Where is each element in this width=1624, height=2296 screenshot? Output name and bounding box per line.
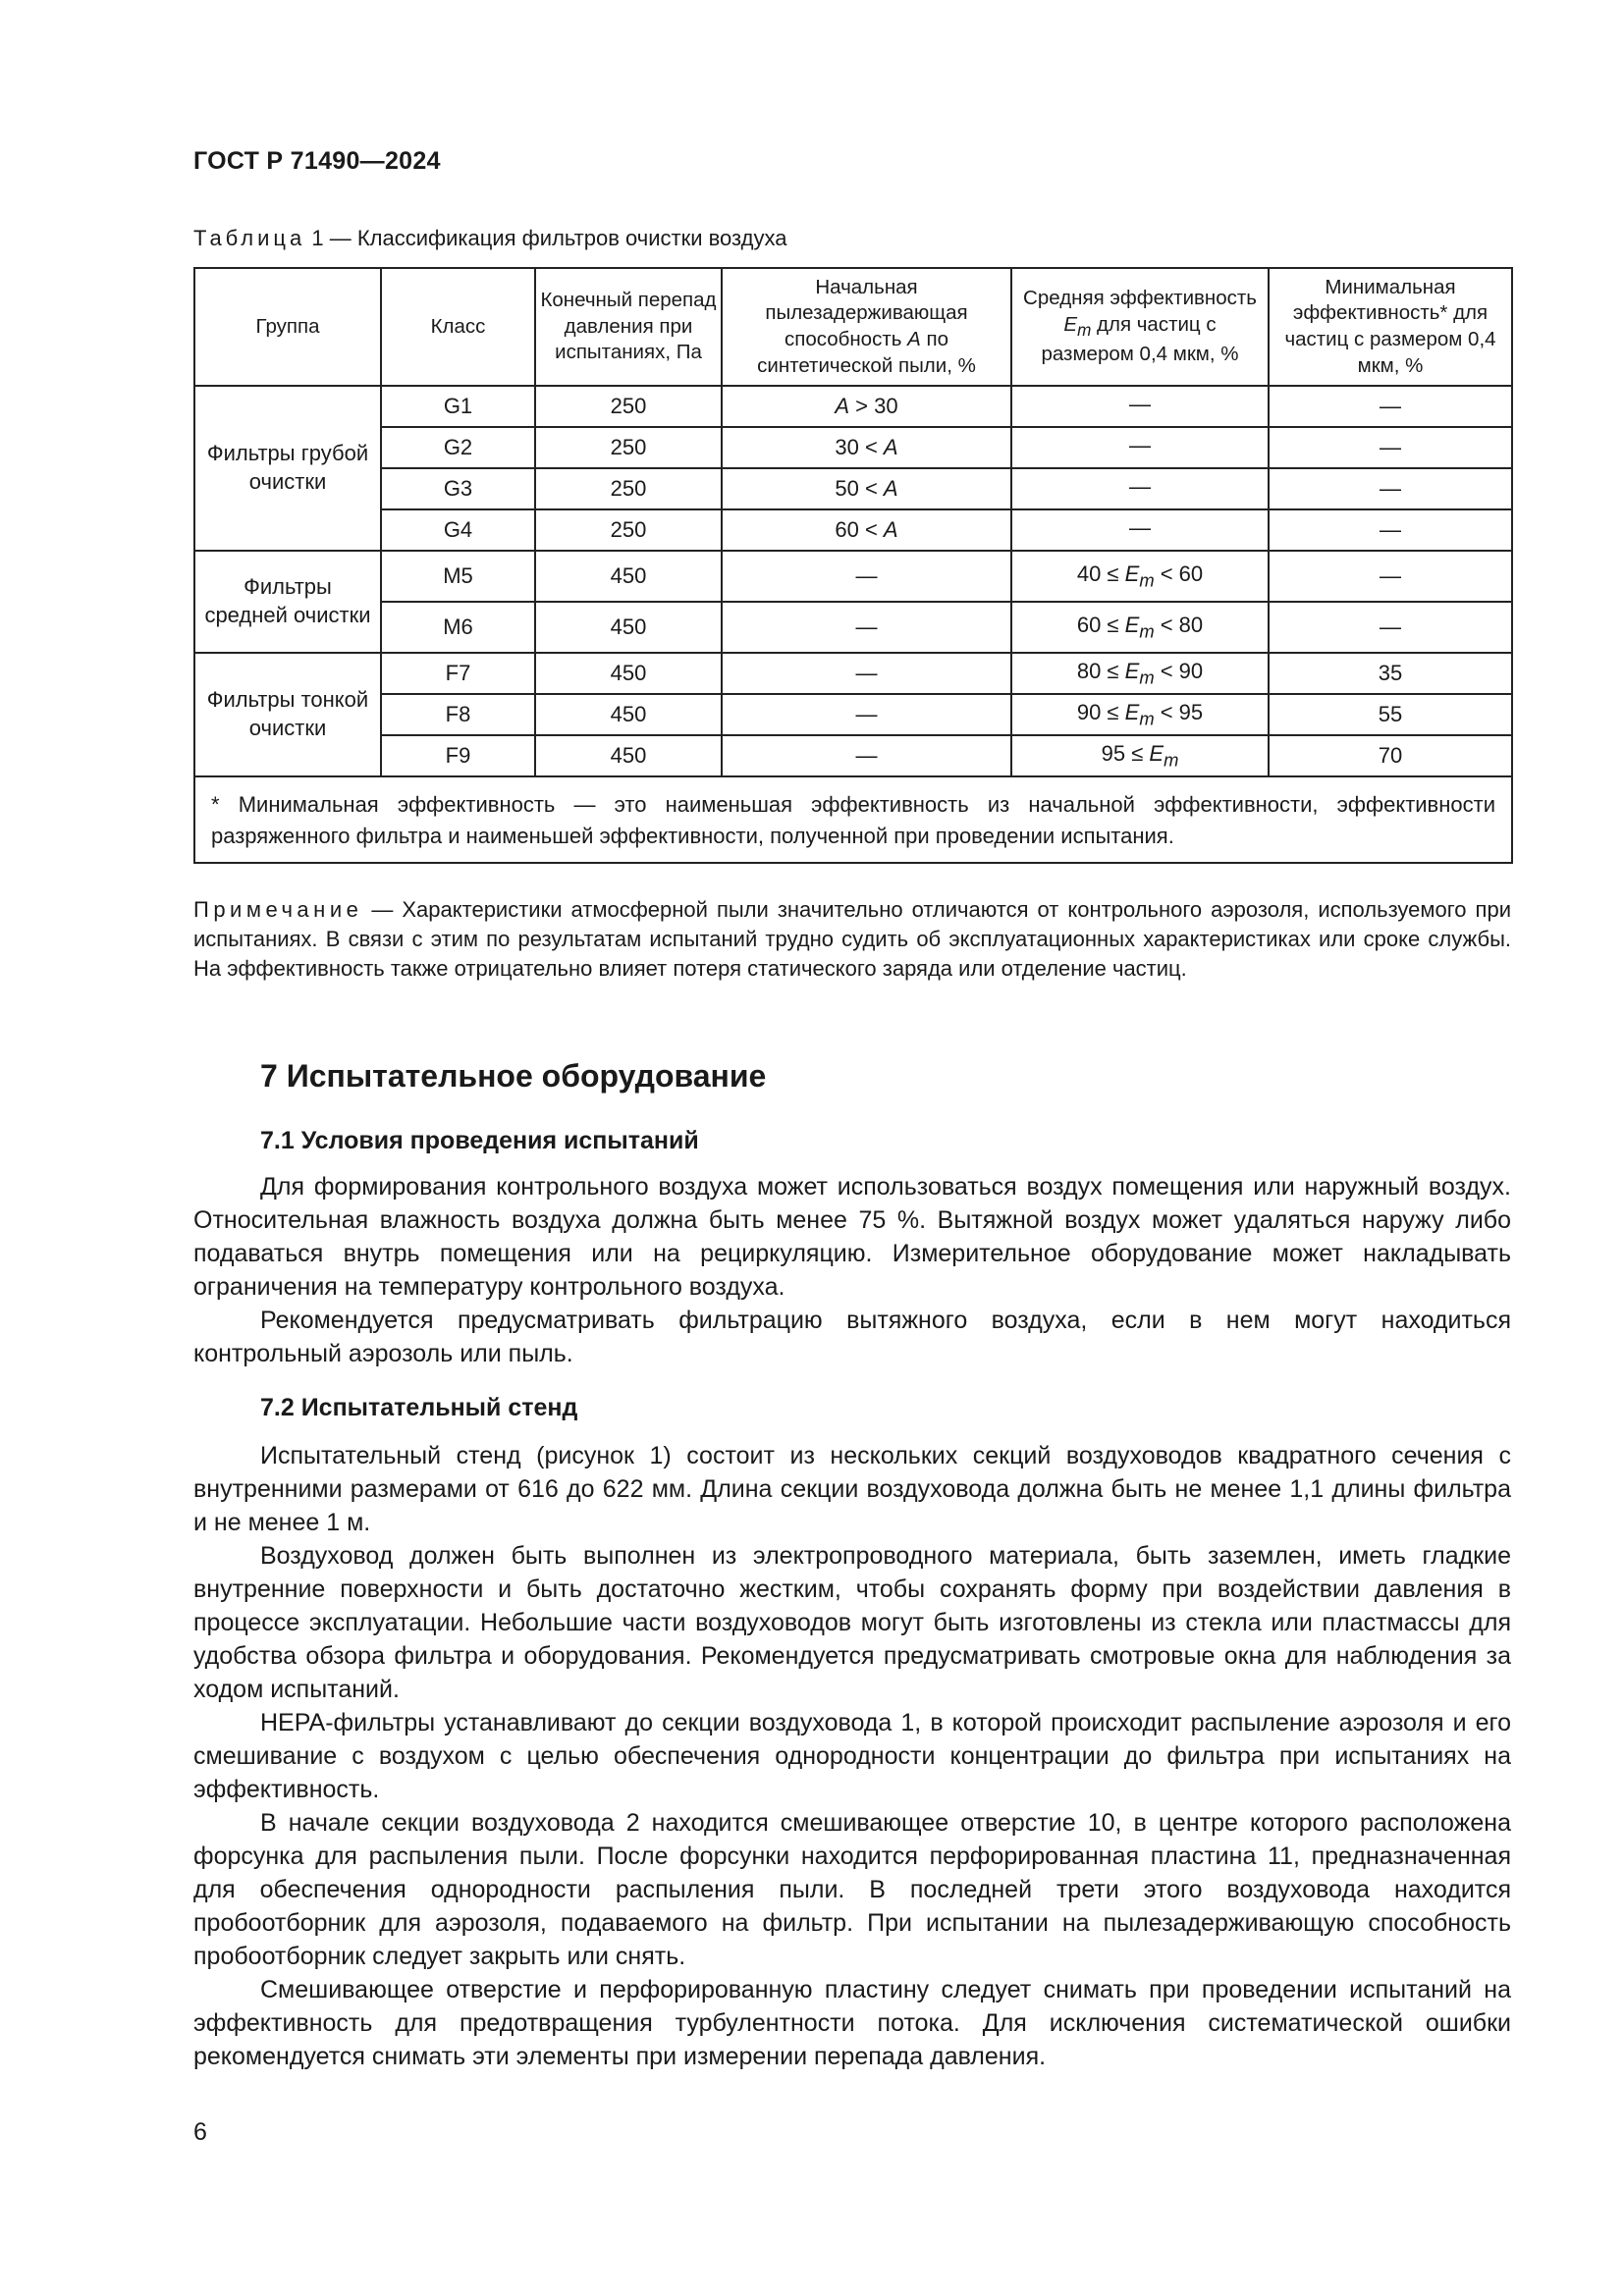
cell-arrestance-pre: 30 < xyxy=(835,434,884,459)
cell-arrestance xyxy=(722,653,1011,694)
cell-arrestance-symbol: A xyxy=(883,516,898,542)
cell-min-efficiency: — xyxy=(1269,468,1512,509)
cell-eff-subscript: m xyxy=(1164,749,1179,771)
filter-classification-table xyxy=(193,267,1513,864)
cell-pressure: 250 xyxy=(535,509,722,551)
paragraph xyxy=(193,1170,1511,1304)
header-eff-symbol: E xyxy=(1063,312,1078,336)
header-arrestance-text-2: по синтетической пыли, % xyxy=(757,328,976,377)
cell-arrestance xyxy=(722,551,1011,602)
cell-eff-pre: — xyxy=(1129,391,1151,416)
cell-pressure: 450 xyxy=(535,694,722,735)
group-medium: Фильтры средней очистки xyxy=(194,551,381,653)
cell-class: F9 xyxy=(381,735,535,776)
table-row xyxy=(194,468,1512,509)
cell-efficiency xyxy=(1011,653,1269,694)
note-label: Примечание xyxy=(193,897,363,922)
cell-efficiency xyxy=(1011,694,1269,735)
header-group: Группа xyxy=(194,268,381,386)
header-pressure: Конечный перепад давления при испытаниях, Па xyxy=(535,268,722,386)
cell-efficiency xyxy=(1011,427,1269,468)
cell-eff-pre: — xyxy=(1129,514,1151,540)
section-7-title: 7 Испытательное оборудование xyxy=(260,1058,767,1094)
paragraph-text: Для формирования контрольного воздуха может использоваться воздух помещения или наружный воздух. Относительная влажность воздуха должна быть менее 75 %. Вытяжной воздух может удаляться наружу либо подаваться внутрь помещения или на рециркуляцию. Измерительное оборудование может накладывать ограничения на температуру контрольного воздуха. xyxy=(193,1173,1511,1301)
cell-efficiency xyxy=(1011,551,1269,602)
cell-arrestance-pre: — xyxy=(855,701,878,726)
cell-eff-symbol: E xyxy=(1149,740,1164,766)
cell-class: F8 xyxy=(381,694,535,735)
header-eff-text-2: для частиц с размером 0,4 мкм, % xyxy=(1041,312,1239,366)
cell-class: M5 xyxy=(381,551,535,602)
cell-arrestance-pre: — xyxy=(855,562,878,588)
cell-arrestance-post: > 30 xyxy=(849,393,898,418)
cell-class: G3 xyxy=(381,468,535,509)
cell-eff-symbol: E xyxy=(1124,658,1140,683)
table-footnote-row xyxy=(194,776,1512,863)
header-average-efficiency xyxy=(1011,268,1269,386)
cell-eff-symbol: E xyxy=(1124,699,1140,724)
table-row xyxy=(194,602,1512,653)
header-arrestance xyxy=(722,268,1011,386)
cell-pressure: 250 xyxy=(535,427,722,468)
cell-eff-pre: — xyxy=(1129,432,1151,457)
table-row xyxy=(194,509,1512,551)
paragraph-text: В начале секции воздуховода 2 находится смешивающее отверстие 10, в центре которого расположена форсунка для распыления пыли. После форсунки находится перфорированная пластина 11, предназначенная для обеспечения однородности распыления пыли. В последней трети этого воздуховода находится пробоотборник для аэрозоля, подаваемого на фильтр. При испытании на пылезадерживающую способность пробоотборник следует закрыть или снять. xyxy=(193,1809,1511,1970)
paragraph xyxy=(193,1706,1511,1806)
cell-eff-pre: 40 ≤ xyxy=(1076,561,1125,586)
cell-class: G2 xyxy=(381,427,535,468)
cell-arrestance xyxy=(722,602,1011,653)
cell-eff-pre: 90 ≤ xyxy=(1076,699,1125,724)
cell-class: G4 xyxy=(381,509,535,551)
cell-min-efficiency: 70 xyxy=(1269,735,1512,776)
cell-pressure: 450 xyxy=(535,551,722,602)
cell-eff-subscript: m xyxy=(1139,569,1155,591)
cell-min-efficiency: — xyxy=(1269,551,1512,602)
table-row xyxy=(194,386,1512,427)
group-coarse: Фильтры грубой очистки xyxy=(194,386,381,551)
header-min-efficiency: Минимальная эффективность* для частиц с размером 0,4 мкм, % xyxy=(1269,268,1512,386)
cell-arrestance-pre: — xyxy=(855,660,878,685)
cell-efficiency xyxy=(1011,735,1269,776)
paragraph-text: HEPA-фильтры устанавливают до секции воздуховода 1, в которой происходит распыление аэрозоля и его смешивание с воздухом с целью обеспечения однородности концентрации до фильтра при испытаниях на эффективность. xyxy=(193,1709,1511,1803)
table-header-row xyxy=(194,268,1512,386)
header-arrestance-text: Начальная пылезадерживающая способность xyxy=(765,275,968,350)
paragraph-text: Испытательный стенд (рисунок 1) состоит из нескольких секций воздуховодов квадратного сечения с внутренними размерами от 616 до 622 мм. Длина секции воздуховода должна быть не менее 1,1 длины фильтра и не менее 1 м. xyxy=(193,1442,1511,1536)
cell-arrestance xyxy=(722,427,1011,468)
paragraph-text: Смешивающее отверстие и перфорированную пластину следует снимать при проведении испытаний на эффективность для предотвращения турбулентности потока. Для исключения систематической ошибки рекомендуется снимать эти элементы при измерении перепада давления. xyxy=(193,1976,1511,2070)
cell-pressure: 450 xyxy=(535,653,722,694)
cell-min-efficiency: — xyxy=(1269,602,1512,653)
standard-header: ГОСТ Р 71490—2024 xyxy=(193,147,441,175)
cell-min-efficiency: 35 xyxy=(1269,653,1512,694)
section-7-2-title: 7.2 Испытательный стенд xyxy=(260,1394,578,1421)
cell-eff-subscript: m xyxy=(1139,667,1155,688)
section-7-1-title: 7.1 Условия проведения испытаний xyxy=(260,1127,699,1154)
cell-eff-post: < 90 xyxy=(1154,658,1204,683)
cell-eff-subscript: m xyxy=(1139,620,1155,642)
header-class: Класс xyxy=(381,268,535,386)
header-arrestance-symbol: A xyxy=(907,328,921,350)
cell-efficiency xyxy=(1011,386,1269,427)
cell-class: G1 xyxy=(381,386,535,427)
cell-eff-symbol: E xyxy=(1124,612,1140,637)
cell-eff-post: < 95 xyxy=(1154,699,1204,724)
cell-eff-post: < 80 xyxy=(1154,612,1204,637)
page-number: 6 xyxy=(193,2118,207,2146)
table-row xyxy=(194,735,1512,776)
cell-eff-pre: — xyxy=(1129,473,1151,499)
cell-arrestance xyxy=(722,386,1011,427)
cell-pressure: 450 xyxy=(535,602,722,653)
cell-arrestance-symbol: A xyxy=(883,475,898,501)
paragraph-text: Рекомендуется предусматривать фильтрацию вытяжного воздуха, если в нем могут находиться контрольный аэрозоль или пыль. xyxy=(193,1307,1511,1367)
cell-min-efficiency: — xyxy=(1269,386,1512,427)
cell-eff-subscript: m xyxy=(1139,708,1155,729)
table-caption xyxy=(193,226,786,251)
cell-eff-pre: 60 ≤ xyxy=(1076,612,1125,637)
table-row xyxy=(194,551,1512,602)
cell-pressure: 250 xyxy=(535,468,722,509)
table-footnote: * Минимальная эффективность — это наименьшая эффективность из начальной эффективности, эффективности разряженного фильтра и наименьшей эффективности, полученной при проведении испытания. xyxy=(194,776,1512,863)
cell-pressure: 250 xyxy=(535,386,722,427)
cell-eff-symbol: E xyxy=(1124,561,1140,586)
group-fine: Фильтры тонкой очистки xyxy=(194,653,381,776)
paragraph xyxy=(193,1304,1511,1370)
paragraph xyxy=(193,1973,1511,2073)
table-caption-prefix: Таблица xyxy=(193,226,306,250)
cell-arrestance-symbol: A xyxy=(835,393,850,418)
cell-efficiency xyxy=(1011,602,1269,653)
table-row xyxy=(194,694,1512,735)
cell-arrestance xyxy=(722,509,1011,551)
header-eff-subscript: m xyxy=(1077,320,1092,340)
cell-efficiency xyxy=(1011,509,1269,551)
cell-eff-post: < 60 xyxy=(1154,561,1204,586)
cell-arrestance-pre: — xyxy=(855,742,878,768)
table-caption-text: 1 — Классификация фильтров очистки воздуха xyxy=(311,226,787,250)
table-row xyxy=(194,653,1512,694)
cell-arrestance-pre: 60 < xyxy=(835,516,884,542)
paragraph-text: Воздуховод должен быть выполнен из электропроводного материала, быть заземлен, иметь гладкие внутренние поверхности и быть достаточно жестким, чтобы сохранять форму при воздействии давления в процессе эксплуатации. Небольшие части воздуховодов могут быть изготовлены из стекла или пластмассы для удобства обзора фильтра и оборудования. Рекомендуется предусматривать смотровые окна для наблюдения за ходом испытаний. xyxy=(193,1542,1511,1703)
paragraph xyxy=(193,1439,1511,1539)
cell-min-efficiency: — xyxy=(1269,427,1512,468)
cell-eff-pre: 95 ≤ xyxy=(1101,740,1150,766)
cell-arrestance xyxy=(722,735,1011,776)
cell-arrestance-pre: 50 < xyxy=(835,475,884,501)
table-row xyxy=(194,427,1512,468)
cell-min-efficiency: 55 xyxy=(1269,694,1512,735)
cell-efficiency xyxy=(1011,468,1269,509)
paragraph xyxy=(193,1806,1511,1973)
cell-min-efficiency: — xyxy=(1269,509,1512,551)
cell-class: M6 xyxy=(381,602,535,653)
cell-arrestance xyxy=(722,468,1011,509)
cell-arrestance-pre: — xyxy=(855,614,878,639)
cell-eff-pre: 80 ≤ xyxy=(1076,658,1125,683)
cell-pressure: 450 xyxy=(535,735,722,776)
cell-arrestance xyxy=(722,694,1011,735)
cell-class: F7 xyxy=(381,653,535,694)
paragraph xyxy=(193,1539,1511,1706)
cell-arrestance-symbol: A xyxy=(883,434,898,459)
table-note xyxy=(193,895,1511,984)
header-eff-text: Средняя эффективность xyxy=(1023,287,1257,310)
note-text: — Характеристики атмосферной пыли значительно отличаются от контрольного аэрозоля, используемого при испытаниях. В связи с этим по результатам испытаний трудно судить об эксплуатационных характеристиках или сроке службы. На эффективность также отрицательно влияет потеря статического заряда или отделение частиц. xyxy=(193,897,1511,981)
